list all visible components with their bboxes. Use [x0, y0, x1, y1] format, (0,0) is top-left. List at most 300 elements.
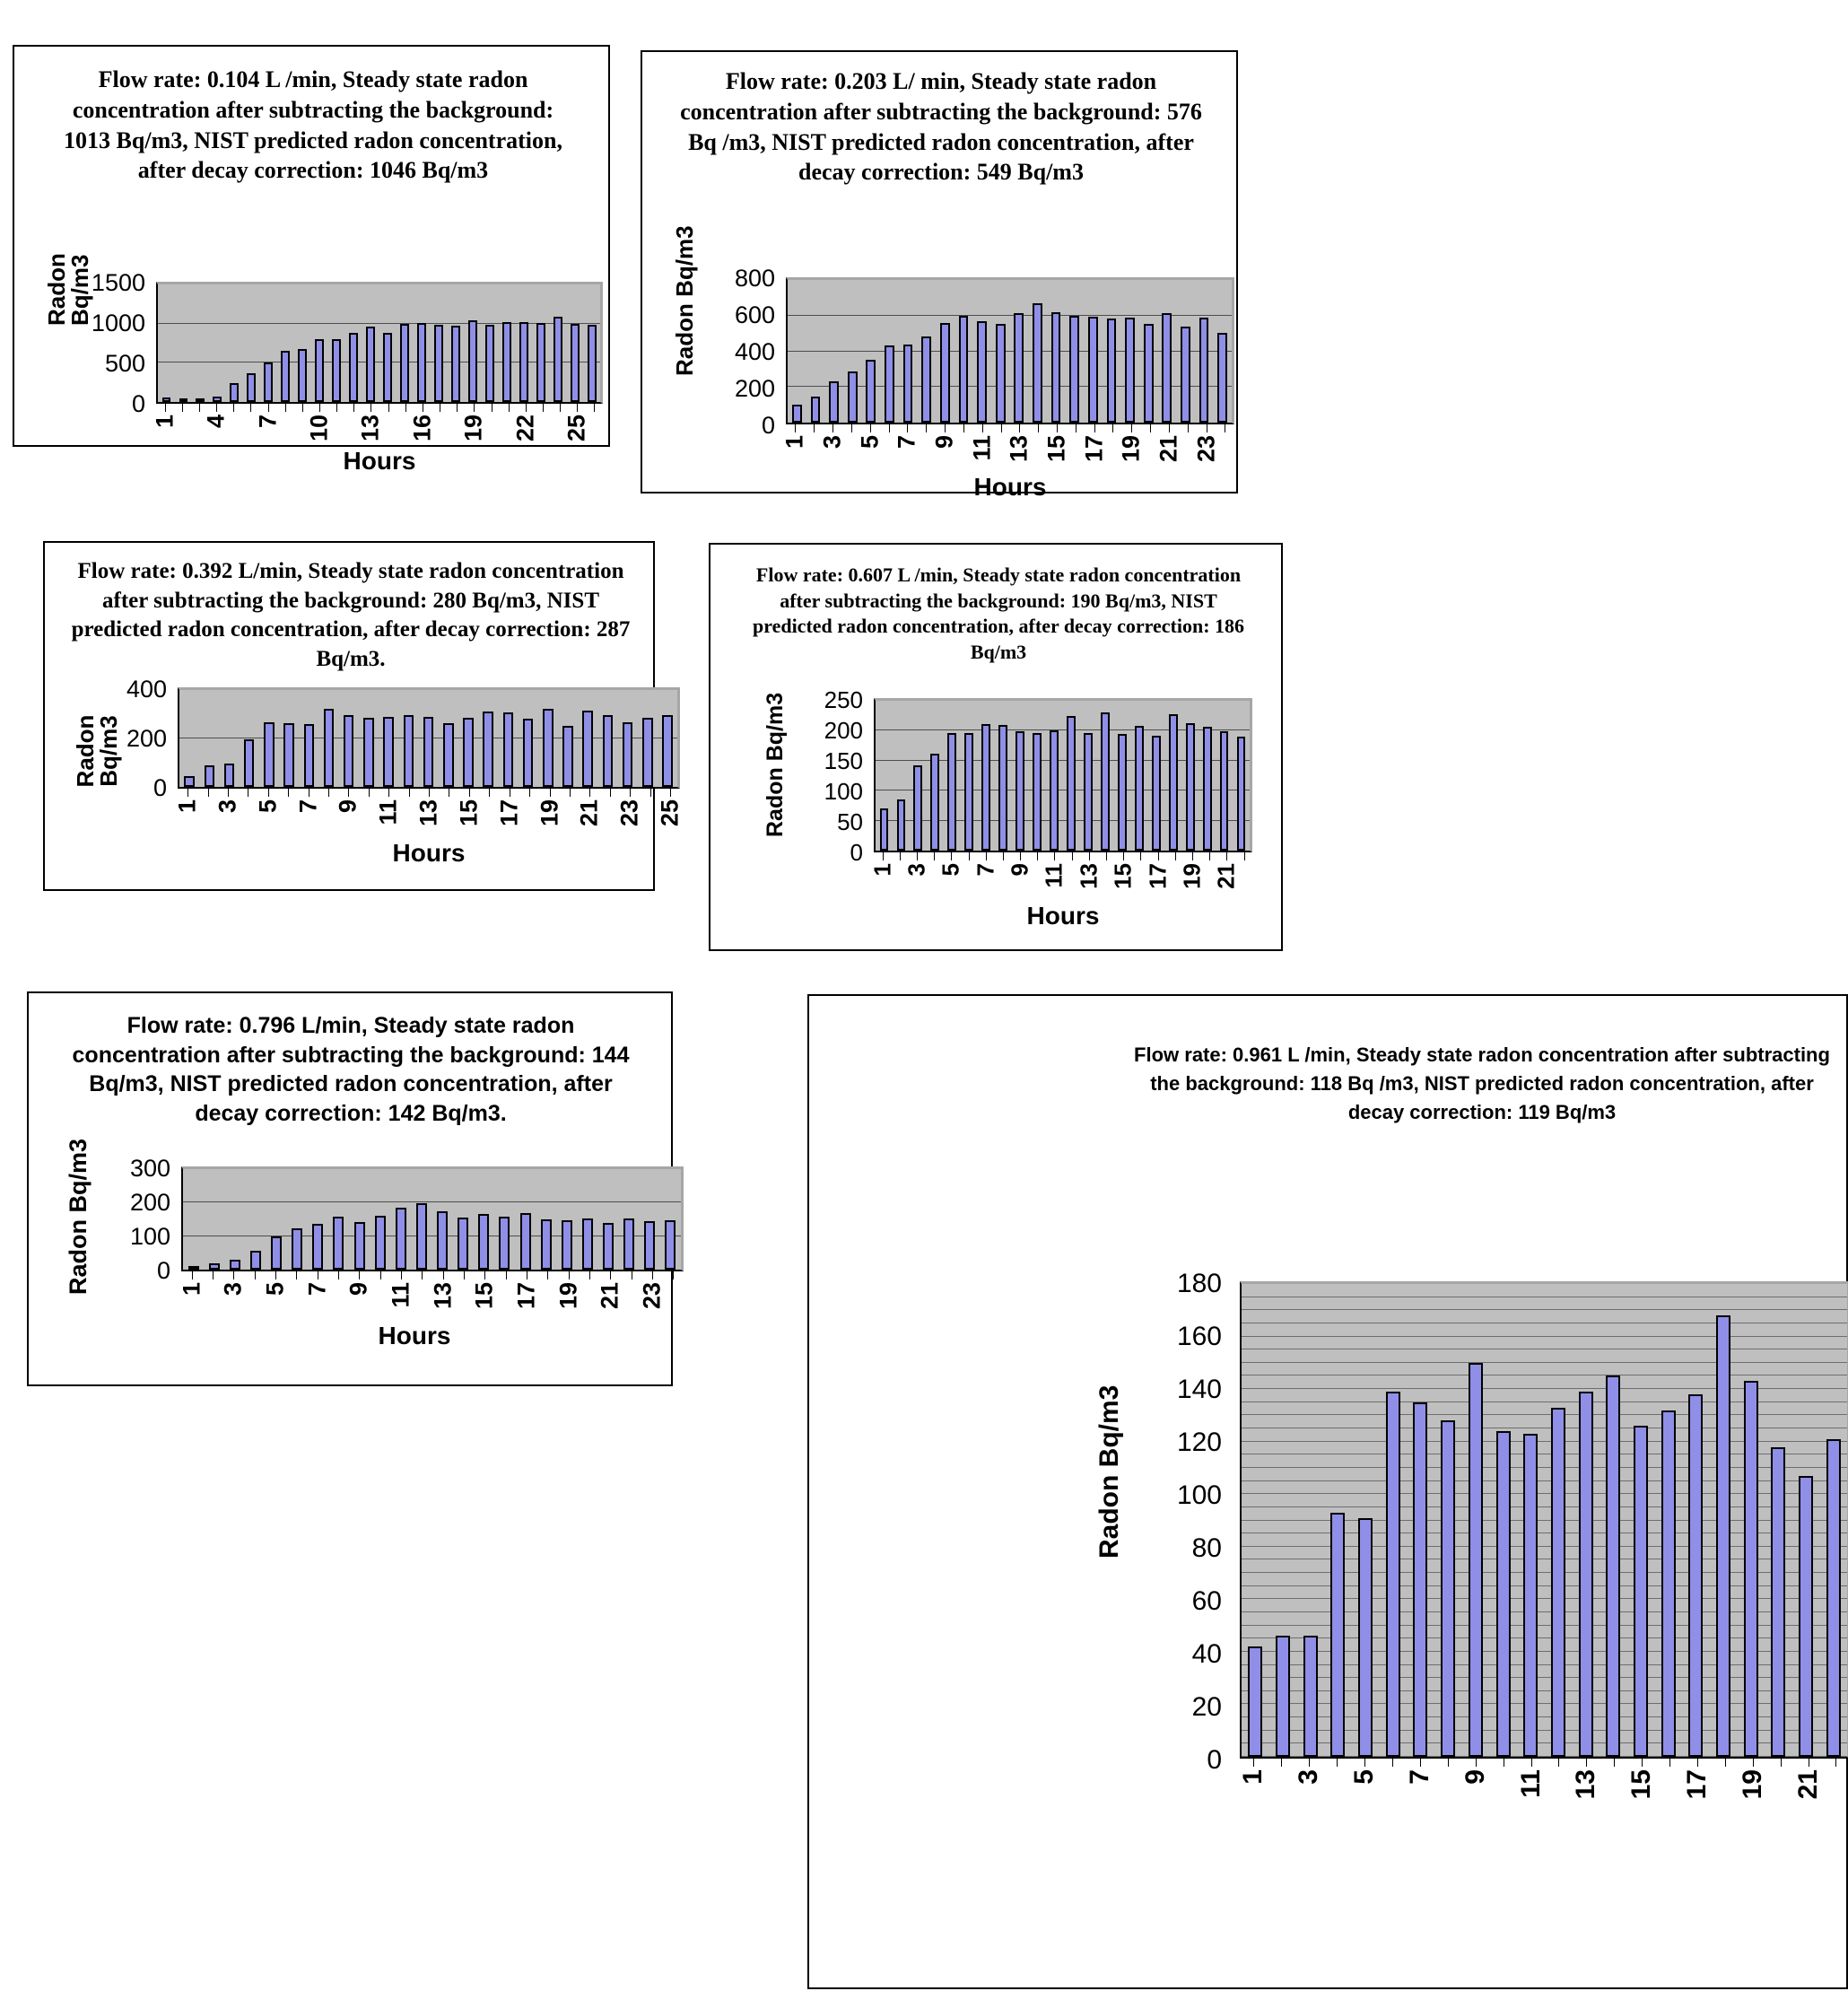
x-tick — [286, 1271, 307, 1325]
bar — [247, 373, 256, 402]
x-tick-mark — [319, 404, 320, 412]
bar — [458, 1218, 468, 1270]
x-tick — [1080, 424, 1108, 478]
bar — [1135, 726, 1144, 851]
bar-slot — [390, 1169, 411, 1270]
x-tick — [780, 424, 808, 478]
bar — [1799, 1476, 1813, 1757]
x-tick-label: 1 — [780, 435, 808, 450]
x-tick-mark — [1140, 852, 1141, 860]
x-tick-mark — [1019, 424, 1020, 432]
x-tick — [1434, 1759, 1461, 1821]
x-tick — [805, 424, 824, 478]
x-tick — [470, 1271, 498, 1325]
bar-slot — [379, 284, 397, 402]
x-tick — [318, 789, 338, 843]
x-tick-mark — [1697, 1759, 1698, 1767]
bar-slot — [494, 1169, 515, 1270]
x-tick — [1406, 1759, 1434, 1821]
bar-slot — [418, 690, 438, 787]
chart-6-ytick-80: 80 — [1191, 1533, 1222, 1563]
x-tick-mark — [1558, 1759, 1559, 1767]
x-tick-label: 21 — [1792, 1769, 1823, 1800]
bar — [383, 717, 394, 787]
x-tick-mark — [474, 404, 475, 412]
bar — [1181, 327, 1190, 423]
bar-slot — [266, 1169, 287, 1270]
x-tick-mark — [1020, 852, 1021, 860]
x-tick-label: 16 — [408, 415, 436, 442]
bar-slot — [179, 690, 199, 787]
bar-slot — [474, 1169, 494, 1270]
bar — [1386, 1392, 1400, 1757]
bar — [1144, 324, 1154, 424]
bar-slot — [464, 284, 481, 402]
x-tick-mark — [250, 404, 251, 412]
x-tick-mark — [192, 1271, 193, 1279]
bar — [416, 1203, 427, 1270]
x-tick-label: 15 — [1109, 863, 1137, 889]
x-tick — [926, 852, 943, 906]
bar-slot — [577, 1169, 597, 1270]
x-tick-mark — [526, 404, 527, 412]
bar-slot — [308, 1169, 328, 1270]
bar-slot — [1139, 280, 1158, 423]
chart-2-ytick-400: 400 — [734, 338, 775, 365]
x-tick-mark — [492, 404, 493, 412]
x-tick — [917, 424, 936, 478]
x-tick — [656, 789, 684, 843]
x-tick-mark — [380, 1271, 381, 1279]
bar-slot — [788, 280, 806, 423]
x-tick-mark — [457, 404, 458, 412]
bar-slot — [1065, 280, 1084, 423]
x-tick-mark — [359, 1271, 360, 1279]
bar-slot — [961, 701, 978, 851]
x-tick-mark — [1150, 424, 1151, 432]
x-tick-mark — [353, 404, 354, 412]
bar-slot — [658, 690, 677, 787]
x-tick — [1109, 852, 1137, 906]
x-tick-mark — [285, 404, 286, 412]
bar — [554, 317, 562, 402]
chart-6-ytick-160: 160 — [1176, 1322, 1222, 1351]
x-tick-label: 9 — [1006, 863, 1033, 877]
x-tick-mark — [1054, 852, 1055, 860]
chart-panel-2 — [641, 50, 1238, 501]
x-tick-mark — [1106, 852, 1107, 860]
bar — [264, 362, 273, 402]
x-tick — [841, 424, 860, 478]
x-tick — [1144, 852, 1172, 906]
chart-5-plot — [181, 1166, 684, 1271]
bar-slot — [453, 1169, 474, 1270]
chart-5-title: Flow rate: 0.796 L/min, Steady state radon concentration after subtracting the background: 144 Bq/m3, NIST predicted radon concentration, after decay correction: 142 Bq/m3. — [72, 1013, 630, 1126]
bar — [562, 1220, 572, 1270]
x-tick-label: 5 — [1349, 1769, 1380, 1785]
bar-slot — [498, 284, 515, 402]
x-tick — [334, 789, 362, 843]
bar-slot — [566, 284, 583, 402]
bar — [1358, 1518, 1373, 1757]
x-tick — [879, 424, 898, 478]
bar — [885, 345, 894, 423]
x-tick-mark — [610, 789, 611, 797]
chart-4-plot-area — [710, 670, 1285, 948]
chart-1-plot — [156, 282, 603, 404]
bar — [1050, 730, 1059, 851]
bar-slot — [1010, 280, 1029, 423]
x-tick-mark — [1112, 424, 1113, 432]
x-tick-mark — [1131, 424, 1132, 432]
bar — [437, 1211, 448, 1270]
x-tick-label: 9 — [1460, 1769, 1490, 1785]
bar — [354, 1222, 365, 1270]
x-tick — [994, 852, 1011, 906]
x-tick-mark — [268, 789, 269, 797]
chart-6-ytick-0: 0 — [1207, 1745, 1222, 1775]
x-tick — [1155, 424, 1182, 478]
x-tick-mark — [1448, 1759, 1449, 1767]
x-tick-label: 1 — [173, 799, 201, 814]
x-tick-label: 7 — [294, 799, 322, 814]
bar-slot — [1213, 280, 1232, 423]
bar — [1125, 318, 1135, 423]
bar-slot — [1242, 1284, 1269, 1757]
bar-slot — [370, 1169, 390, 1270]
bar — [363, 718, 374, 787]
x-tick — [1042, 424, 1070, 478]
bar-slot — [991, 280, 1010, 423]
x-tick — [374, 789, 402, 843]
x-tick-mark — [405, 404, 406, 412]
x-tick-label: 15 — [1042, 435, 1070, 463]
chart-5-ytick-200: 200 — [129, 1189, 170, 1216]
bar — [1661, 1410, 1676, 1757]
x-tick-label: 23 — [615, 799, 643, 827]
x-tick-mark — [1244, 852, 1245, 860]
bar-slot — [1489, 1284, 1517, 1757]
bar-slot — [1096, 701, 1113, 851]
x-tick-mark — [951, 852, 952, 860]
x-tick-mark — [275, 1271, 276, 1279]
x-tick-mark — [1669, 1759, 1670, 1767]
bar-slot — [339, 690, 359, 787]
bar — [1744, 1381, 1758, 1757]
bar — [417, 323, 426, 402]
bar — [1051, 312, 1061, 423]
x-tick — [1006, 852, 1033, 906]
x-tick — [1681, 1759, 1712, 1821]
x-tick — [1117, 424, 1145, 478]
x-tick — [1822, 1759, 1848, 1821]
x-tick — [1489, 1759, 1517, 1821]
bar-slot — [397, 284, 414, 402]
bar — [499, 1217, 510, 1270]
bar — [1186, 723, 1195, 851]
x-tick-mark — [1123, 852, 1124, 860]
bar — [1067, 716, 1076, 851]
bar — [977, 321, 987, 423]
bar — [1088, 317, 1098, 423]
x-tick-mark — [1038, 424, 1039, 432]
bar — [848, 371, 858, 423]
bar — [324, 709, 335, 787]
chart-2-x-axis-ticks — [780, 424, 1234, 478]
bar-series — [179, 690, 677, 787]
bar-slot — [1352, 1284, 1380, 1757]
x-tick-label: 15 — [455, 799, 483, 827]
bar-slot — [1176, 280, 1195, 423]
bar-slot — [1379, 1284, 1407, 1757]
chart-panel-6 — [807, 994, 1848, 1989]
bar-slot — [1120, 280, 1139, 423]
bar — [298, 349, 307, 402]
x-tick-mark — [469, 789, 470, 797]
bar-slot — [917, 280, 936, 423]
chart-5-x-axis-label: Hours — [378, 1322, 451, 1349]
x-tick-mark — [1835, 1759, 1836, 1767]
bar — [642, 718, 653, 787]
bar-slot — [209, 284, 226, 402]
bar-slot — [1819, 1284, 1847, 1757]
x-tick — [197, 789, 217, 843]
bar-slot — [199, 690, 219, 787]
bar — [897, 799, 906, 851]
x-tick — [893, 424, 920, 478]
bar — [1771, 1447, 1785, 1757]
x-tick-mark — [336, 404, 337, 412]
x-tick — [1216, 424, 1234, 478]
bar-slot — [936, 280, 955, 423]
x-tick-mark — [945, 424, 946, 432]
x-tick-label: 3 — [214, 799, 241, 814]
x-tick — [891, 852, 908, 906]
x-tick-label: 17 — [1080, 435, 1108, 463]
bar — [1606, 1375, 1620, 1757]
x-tick — [278, 789, 298, 843]
bar-series — [183, 1169, 681, 1270]
x-tick — [1268, 1759, 1295, 1821]
bar-slot — [345, 284, 362, 402]
x-tick — [1600, 1759, 1628, 1821]
chart-2-title: Flow rate: 0.203 L/ min, Steady state radon concentration after subtracting the background: 576 Bq /m3, NIST predicted radon concentration, after decay correction: 549 Bq/m3 — [680, 68, 1202, 186]
bar — [230, 1260, 240, 1270]
bar — [903, 345, 913, 423]
x-tick — [429, 1271, 457, 1325]
bar — [1169, 714, 1178, 851]
x-tick — [455, 789, 483, 843]
bar-slot — [1062, 701, 1079, 851]
x-tick-mark — [388, 404, 389, 412]
x-tick-mark — [594, 404, 595, 412]
x-tick-label: 19 — [536, 799, 563, 827]
x-tick-label: 7 — [303, 1282, 331, 1297]
bar — [582, 711, 593, 787]
x-tick-mark — [1420, 1759, 1421, 1767]
x-tick — [387, 1271, 414, 1325]
x-tick-mark — [1642, 1759, 1643, 1767]
chart-2-ytick-800: 800 — [734, 265, 775, 292]
bar — [996, 324, 1006, 423]
chart-4-plot — [874, 698, 1252, 852]
bar — [1033, 733, 1042, 851]
x-tick — [1235, 852, 1252, 906]
bar — [543, 709, 554, 787]
bar — [582, 1218, 593, 1270]
bar-slot — [259, 690, 279, 787]
x-tick-mark — [489, 789, 490, 797]
chart-3-y-axis-label: Radon Bq/m3 — [72, 714, 122, 788]
chart-4-ytick-50: 50 — [837, 808, 863, 835]
bar-slot — [1216, 701, 1233, 851]
x-tick-label: 5 — [254, 799, 282, 814]
bar-slot — [414, 284, 431, 402]
bar — [478, 1214, 489, 1270]
x-tick-mark — [199, 404, 200, 412]
x-tick-label: 3 — [219, 1282, 247, 1297]
x-tick — [1351, 1759, 1379, 1821]
chart-2-ytick-600: 600 — [734, 301, 775, 328]
bar-slot — [478, 690, 498, 787]
x-tick-mark — [673, 1271, 674, 1279]
x-tick-label: 19 — [1737, 1769, 1767, 1800]
x-tick-mark — [1253, 1759, 1254, 1767]
bar-slot — [379, 690, 398, 787]
x-tick-mark — [296, 1271, 297, 1279]
bar — [1441, 1420, 1455, 1757]
chart-6-ytick-180: 180 — [1176, 1269, 1222, 1298]
x-tick-mark — [409, 789, 410, 797]
x-tick-label: 3 — [1294, 1769, 1324, 1785]
x-tick — [818, 424, 846, 478]
x-tick-mark — [1037, 852, 1038, 860]
bar — [443, 723, 454, 787]
x-tick-mark — [1586, 1759, 1587, 1767]
x-tick-mark — [529, 789, 530, 797]
x-tick-mark — [1614, 1759, 1615, 1767]
bar — [1276, 1636, 1290, 1757]
bar-slot — [224, 1169, 245, 1270]
x-tick — [1461, 1759, 1489, 1821]
bar-slot — [515, 284, 532, 402]
bar-slot — [1737, 1284, 1765, 1757]
x-tick-mark — [1364, 1759, 1365, 1767]
bar — [1413, 1402, 1427, 1757]
chart-6-title: Flow rate: 0.961 L /min, Steady state radon concentration after subtracting the background: 118 Bq /m3, NIST predicted radon concentration, after decay correction: 119 Bq/m3 — [1134, 1044, 1830, 1123]
bar — [1523, 1434, 1538, 1757]
x-tick — [536, 789, 563, 843]
x-tick-mark — [1392, 1759, 1393, 1767]
x-tick — [968, 424, 996, 478]
bar-slot — [447, 284, 464, 402]
bar-slot — [328, 1169, 349, 1270]
bar-slot — [204, 1169, 224, 1270]
chart-4-x-axis-label: Hours — [1026, 902, 1100, 930]
x-tick — [972, 852, 999, 906]
x-tick-mark — [926, 424, 927, 432]
x-tick-mark — [907, 424, 908, 432]
chart-1-x-axis-label: Hours — [343, 447, 416, 475]
bar — [230, 383, 239, 402]
chart-6-ytick-60: 60 — [1191, 1586, 1222, 1616]
bar-slot — [824, 280, 843, 423]
x-tick-mark — [1188, 424, 1189, 432]
x-tick-label: 25 — [656, 799, 684, 827]
bar — [523, 719, 534, 787]
bar-slot — [411, 1169, 431, 1270]
chart-1-ytick-0: 0 — [131, 390, 145, 417]
bar-slot — [1600, 1284, 1627, 1757]
x-tick — [615, 789, 643, 843]
x-tick-mark — [1209, 852, 1210, 860]
chart-3-ytick-400: 400 — [126, 676, 167, 703]
x-tick-mark — [1076, 424, 1077, 432]
chart-3-ytick-0: 0 — [153, 774, 167, 801]
x-tick-label: 13 — [1075, 863, 1103, 889]
bar — [332, 339, 341, 402]
bar-slot — [1407, 1284, 1434, 1757]
bar — [588, 325, 597, 402]
x-tick-mark — [401, 1271, 402, 1279]
bar — [1069, 316, 1079, 423]
bar-slot — [598, 1169, 619, 1270]
bar — [536, 323, 545, 402]
bar-slot — [1113, 701, 1130, 851]
bar-slot — [995, 701, 1012, 851]
x-tick-label: 11 — [387, 1282, 414, 1308]
bar-slot — [1147, 701, 1164, 851]
chart-1-y-axis-label: Radon Bq/m3 — [43, 253, 93, 327]
bar-slot — [558, 690, 578, 787]
bar-slot — [226, 284, 243, 402]
x-tick — [219, 1271, 247, 1325]
chart-5-plot-area — [29, 1137, 675, 1388]
bar — [1303, 1636, 1318, 1757]
chart-6-ytick-100: 100 — [1176, 1480, 1222, 1510]
chart-6-ytick-140: 140 — [1176, 1375, 1222, 1404]
x-tick-label: 7 — [1404, 1769, 1434, 1785]
x-tick-mark — [288, 789, 289, 797]
x-tick-mark — [208, 789, 209, 797]
bar — [981, 724, 990, 851]
bar — [811, 397, 821, 423]
x-tick-mark — [348, 789, 349, 797]
chart-6-ytick-20: 20 — [1191, 1692, 1222, 1722]
x-tick — [1295, 1759, 1323, 1821]
chart-6-ytick-40: 40 — [1191, 1639, 1222, 1669]
x-tick-mark — [1003, 852, 1004, 860]
bar — [998, 725, 1007, 851]
bar — [1014, 313, 1024, 423]
x-tick-mark — [1753, 1759, 1754, 1767]
x-tick — [1040, 852, 1068, 906]
x-tick — [512, 1271, 540, 1325]
bar-slot — [1233, 701, 1250, 851]
x-tick-label: 13 — [1005, 435, 1033, 463]
chart-3-title: Flow rate: 0.392 L/min, Steady state radon concentration after subtracting the background: 280 Bq/m3, NIST predicted radon concentration, after decay correction: 287 Bq/m3. — [71, 559, 631, 671]
x-tick-mark — [670, 789, 671, 797]
x-tick — [1005, 424, 1033, 478]
chart-1-plot-area — [14, 223, 612, 475]
bar-slot — [972, 280, 991, 423]
x-tick-mark — [1781, 1759, 1782, 1767]
x-tick-mark — [870, 424, 871, 432]
bar — [264, 722, 275, 787]
x-tick-label: 9 — [344, 1282, 372, 1297]
bar — [603, 715, 614, 787]
chart-5-ytick-0: 0 — [156, 1257, 170, 1284]
